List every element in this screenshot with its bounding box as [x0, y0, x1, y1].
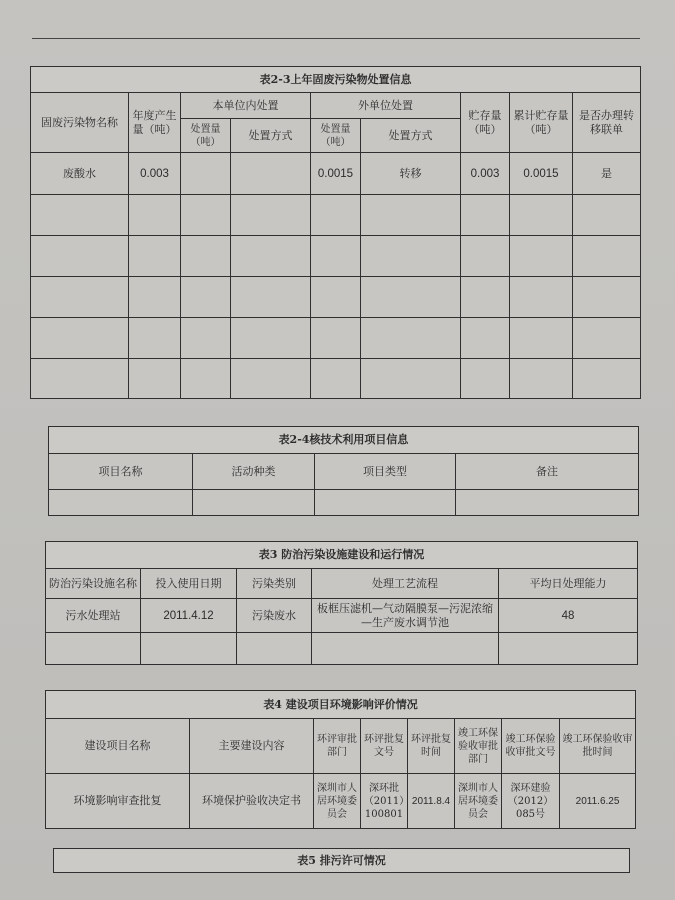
cell	[193, 490, 315, 516]
cell-start-date: 2011.4.12	[141, 599, 237, 633]
cell	[231, 318, 311, 359]
cell	[510, 195, 573, 236]
cell-cumulative-storage: 0.0015	[510, 153, 573, 195]
cell-eia-approval-number: 深环批（2011）100801	[361, 774, 408, 829]
cell	[573, 359, 641, 399]
header-external-qty: 处置量（吨）	[311, 119, 361, 153]
cell	[129, 277, 181, 318]
header-facility-name: 防治污染设施名称	[46, 569, 141, 599]
table-row	[31, 195, 641, 236]
cell	[312, 633, 499, 665]
cell	[311, 195, 361, 236]
table-title: 表4 建设项目环境影响评价情况	[46, 691, 636, 719]
cell	[361, 236, 461, 277]
cell	[231, 195, 311, 236]
cell-waste-name: 废酸水	[31, 153, 129, 195]
header-remarks: 备注	[456, 454, 639, 490]
header-annual-output: 年度产生量（吨）	[129, 93, 181, 153]
cell	[46, 633, 141, 665]
cell-main-content: 环境保护验收决定书	[190, 774, 314, 829]
table-row	[31, 277, 641, 318]
cell	[181, 277, 231, 318]
cell	[129, 236, 181, 277]
cell-acceptance-dept: 深圳市人居环境委员会	[455, 774, 502, 829]
header-pollution-category: 污染类别	[237, 569, 312, 599]
cell	[573, 236, 641, 277]
cell	[510, 318, 573, 359]
cell	[510, 359, 573, 399]
cell	[361, 359, 461, 399]
header-internal-method: 处置方式	[231, 119, 311, 153]
cell	[461, 195, 510, 236]
cell	[311, 277, 361, 318]
cell	[231, 359, 311, 399]
cell-waste-name	[31, 359, 129, 399]
cell-eia-approval-date: 2011.8.4	[408, 774, 455, 829]
header-storage: 贮存量（吨）	[461, 93, 510, 153]
cell	[231, 236, 311, 277]
cell	[461, 236, 510, 277]
cell	[461, 277, 510, 318]
cell-storage: 0.003	[461, 153, 510, 195]
table-nuclear-tech-projects	[48, 426, 639, 516]
cell-waste-name	[31, 195, 129, 236]
header-external-disposal: 外单位处置	[311, 93, 461, 119]
cell-process-flow: 板框压滤机—气动隔膜泵—污泥浓缩—生产废水调节池	[312, 599, 499, 633]
cell	[361, 318, 461, 359]
header-project-name: 建设项目名称	[46, 719, 190, 774]
cell-internal-method	[231, 153, 311, 195]
table-row	[31, 359, 641, 399]
header-main-content: 主要建设内容	[190, 719, 314, 774]
header-project-type: 项目类型	[315, 454, 456, 490]
header-transfer-manifest: 是否办理转移联单	[573, 93, 641, 153]
cell	[315, 490, 456, 516]
cell	[361, 277, 461, 318]
header-process-flow: 处理工艺流程	[312, 569, 499, 599]
cell	[231, 277, 311, 318]
header-acceptance-dept: 竣工环保验收审批部门	[455, 719, 502, 774]
cell-internal-qty	[181, 153, 231, 195]
cell-annual-output: 0.003	[129, 153, 181, 195]
page-top-rule	[32, 38, 640, 39]
cell	[573, 277, 641, 318]
cell	[49, 490, 193, 516]
table-row	[46, 599, 638, 633]
cell-waste-name	[31, 318, 129, 359]
header-project-name: 项目名称	[49, 454, 193, 490]
table-row	[46, 633, 638, 665]
cell-eia-approval-dept: 深圳市人居环境委员会	[314, 774, 361, 829]
cell-external-qty: 0.0015	[311, 153, 361, 195]
cell	[129, 318, 181, 359]
header-acceptance-date: 竣工环保验收审批时间	[560, 719, 636, 774]
cell-external-method: 转移	[361, 153, 461, 195]
cell	[573, 195, 641, 236]
cell-pollution-category: 污染废水	[237, 599, 312, 633]
table-row	[46, 774, 636, 829]
cell	[510, 277, 573, 318]
header-cumulative-storage: 累计贮存量（吨）	[510, 93, 573, 153]
cell-waste-name	[31, 236, 129, 277]
header-eia-approval-dept: 环评审批部门	[314, 719, 361, 774]
cell	[461, 359, 510, 399]
cell	[181, 318, 231, 359]
header-waste-name: 固废污染物名称	[31, 93, 129, 153]
cell-project-name: 环境影响审查批复	[46, 774, 190, 829]
table-row	[31, 236, 641, 277]
cell-waste-name	[31, 277, 129, 318]
cell	[181, 236, 231, 277]
cell	[461, 318, 510, 359]
table-solid-waste-disposal	[30, 66, 641, 399]
header-daily-capacity: 平均日处理能力	[499, 569, 638, 599]
table-pollution-control-facilities	[45, 541, 638, 665]
table-title: 表2-4核技术利用项目信息	[49, 427, 639, 454]
cell	[129, 359, 181, 399]
header-eia-approval-number: 环评批复文号	[361, 719, 408, 774]
cell	[141, 633, 237, 665]
header-internal-qty: 处置量（吨）	[181, 119, 231, 153]
table-row	[31, 153, 641, 195]
cell	[361, 195, 461, 236]
table-row	[49, 490, 639, 516]
cell	[510, 236, 573, 277]
cell	[181, 359, 231, 399]
cell	[311, 236, 361, 277]
header-eia-approval-date: 环评批复时间	[408, 719, 455, 774]
header-start-date: 投入使用日期	[141, 569, 237, 599]
table-title: 表2-3上年固废污染物处置信息	[31, 67, 641, 93]
cell-daily-capacity: 48	[499, 599, 638, 633]
cell	[237, 633, 312, 665]
cell-acceptance-date: 2011.6.25	[560, 774, 636, 829]
cell	[499, 633, 638, 665]
cell	[129, 195, 181, 236]
cell	[181, 195, 231, 236]
table-title: 表3 防治污染设施建设和运行情况	[46, 542, 638, 569]
table-row	[31, 318, 641, 359]
header-internal-disposal: 本单位内处置	[181, 93, 311, 119]
cell	[311, 318, 361, 359]
header-acceptance-number: 竣工环保验收审批文号	[502, 719, 560, 774]
cell-facility-name: 污水处理站	[46, 599, 141, 633]
table-environmental-impact-assessment	[45, 690, 636, 829]
cell-transfer-manifest: 是	[573, 153, 641, 195]
table-title: 表5 排污许可情况	[54, 849, 630, 873]
header-external-method: 处置方式	[361, 119, 461, 153]
cell	[573, 318, 641, 359]
header-activity-type: 活动种类	[193, 454, 315, 490]
table-discharge-permit	[53, 848, 630, 873]
cell-acceptance-number: 深环建验（2012）085号	[502, 774, 560, 829]
cell	[456, 490, 639, 516]
cell	[311, 359, 361, 399]
